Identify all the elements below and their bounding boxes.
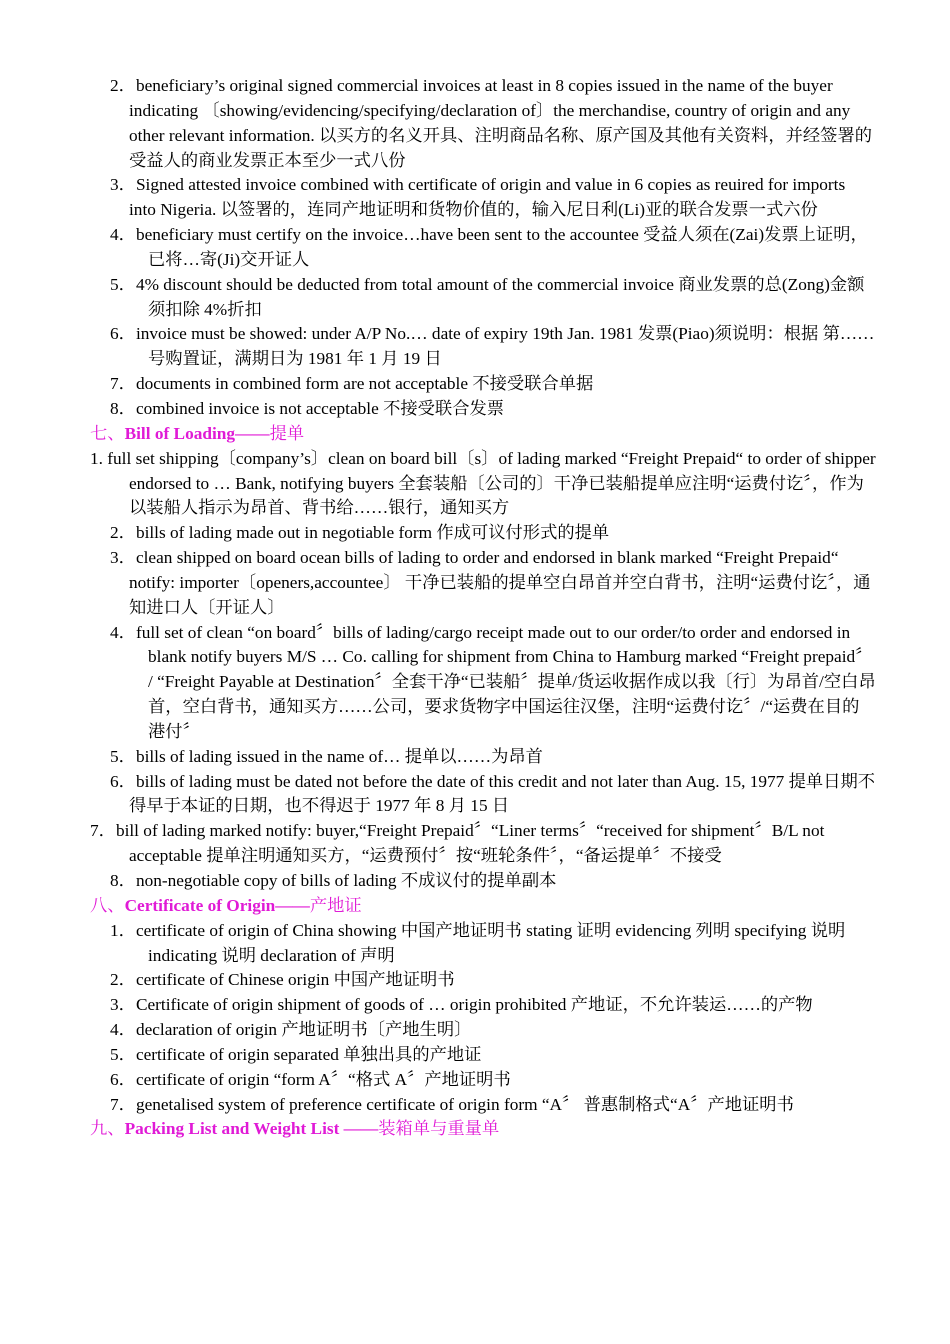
item-text: non-negotiable copy of bills of lading 不成议付的提单副本 [135,871,557,890]
list-item [90,869,876,894]
list-item [90,919,876,969]
item-number: 8． [110,398,136,418]
item-text: full set shipping〔company’s〕clean on board bill〔s〕of lading marked “Freight Prepaid“ to order of shipper endorsed to … Bank, notifying buyers 全套装船〔公司的〕干净已装船提单应注明“运费付讫〞，作为以装船人指示为昂首、背书给……银行，通知买方 [107,448,876,518]
document-body [90,74,876,1142]
item-number: 2． [110,523,136,543]
list-item [90,372,876,397]
list-item [90,546,876,621]
item-text: bills of lading made out in negotiable form 作成可议付形式的提单 [135,523,610,543]
item-number: 1． [110,920,136,940]
list-item [90,1043,876,1068]
item-text: beneficiary must certify on the invoice…have been sent to the accountee 受益人须在(Zai)发票上证明，已将…寄(Ji)交开证人 [135,225,868,269]
list-item [90,223,876,273]
item-text: documents in combined form are not acceptable 不接受联合单据 [135,374,594,394]
item-text: certificate of origin “form A〞“格式 A〞产地证明书 [135,1069,511,1089]
list-item [90,993,876,1018]
item-number: 7． [110,374,136,394]
item-number: 8． [110,871,136,890]
list-item [90,322,876,372]
item-text: certificate of origin of China showing 中国产地证明书 stating 证明 evidencing 列明 specifying 说明 indicating 说明 declaration of 声明 [135,920,846,965]
section-title: Bill of Loading—— [124,423,270,443]
section-title-cn: 产地证 [309,895,362,915]
section-prefix: 七、 [90,423,125,443]
item-number: 2． [110,76,136,95]
item-text: genetalised system of preference certificate of origin form “A〞 普惠制格式“A〞产地证明书 [135,1094,794,1114]
section-title-cn: 提单 [269,423,305,443]
list-item [90,770,876,820]
section-title: Certificate of Origin—— [124,895,310,915]
item-number: 6． [110,771,136,791]
item-text: invoice must be showed: under A/P No.… date of expiry 19th Jan. 1981 发票(Piao)须说明：根据 第……号购置证，满期日为 1981 年 1 月 19 日 [135,324,875,369]
list-item [90,447,876,522]
item-number: 5． [110,274,136,294]
section-heading-packing-list [90,1117,876,1142]
item-number: 7． [110,1094,136,1114]
item-text: combined invoice is not acceptable 不接受联合发票 [135,398,505,418]
item-text: beneficiary’s original signed commercial invoices at least in 8 copies issued in the name of the buyer indicating 〔showing/evidencing/specifying/declaration of〕the merchandise, country of origin and any other relevant information. 以买方的名义开具、注明商品名称、原产国及其他有关资料，并经签署的受益人的商业发票正本至少一式八份 [129,76,873,170]
item-number: 1. [90,448,108,468]
item-number: 3． [110,548,136,568]
item-text: Signed attested invoice combined with certificate of origin and value in 6 copies as reuired for imports into Nigeria. 以签署的，连同产地证明和货物价值的，输入尼日利(Li)亚的联合发票一式六份 [129,175,846,220]
item-number: 4． [110,225,136,245]
item-text: declaration of origin 产地证明书〔产地生明〕 [135,1020,472,1040]
list-item [90,1018,876,1043]
section-prefix: 九、 [90,1119,125,1139]
list-item [90,273,876,323]
item-number: 6． [110,324,136,344]
item-number: 6． [110,1069,136,1089]
section-prefix: 八、 [90,895,125,915]
list-item [90,521,876,546]
list-item [90,74,876,173]
item-number: 4． [110,1020,136,1040]
list-item [90,621,876,745]
item-number: 4． [110,622,136,642]
list-item [90,397,876,422]
list-item [90,968,876,993]
item-text: certificate of origin separated 单独出具的产地证 [135,1044,482,1064]
item-text: bills of lading must be dated not before the date of this credit and not later than Aug. 15, 1977 提单日期不得早于本证的日期，也不得迟于 1977 年 8 月 15 日 [129,771,876,816]
item-text: 4% discount should be deducted from total amount of the commercial invoice 商业发票的总(Zong)金额须扣除 4%折扣 [135,274,865,319]
item-text: bills of lading issued in the name of… 提单以……为昂首 [135,746,543,766]
section-heading-certificate-of-origin [90,894,876,919]
list-item [90,1093,876,1118]
list-item [90,1068,876,1093]
section-title: Packing List and Weight List —— [124,1119,379,1139]
item-number: 5． [110,746,136,766]
item-text: full set of clean “on board〞bills of lading/cargo receipt made out to our order/to order and endorsed in blank notify buyers M/S … Co. calling for shipment from China to Hamburg marked “Freight prepaid〞 / “Freight Payable at Destination〞全套干净“已装船〞提单/货运收据作成以我〔行〕为昂首/空白昂首，空白背书，通知买方……公司，要求货物字中国运往汉堡，注明“运费付讫〞/“运费在目的港付〞 [135,622,876,741]
section-title-cn: 装箱单与重量单 [378,1119,500,1139]
item-number: 2． [110,970,136,990]
item-text: certificate of Chinese origin 中国产地证明书 [135,970,455,990]
list-item [90,745,876,770]
item-text: Certificate of origin shipment of goods of … origin prohibited 产地证，不允许装运……的产物 [135,995,813,1015]
section-heading-bill-of-loading [90,422,876,447]
item-number: 7． [90,821,116,841]
item-text: clean shipped on board ocean bills of lading to order and endorsed in blank marked “Freight Prepaid“ notify: importer〔openers,accountee〕 干净已装船的提单空白昂首并空白背书，注明“运费付讫〞，通知进口人〔开证人〕 [129,548,871,617]
item-number: 3． [110,995,136,1015]
item-text: bill of lading marked notify: buyer,“Freight Prepaid〞“Liner terms〞“received for shipment〞B/L not acceptable 提单注明通知买方，“运费预付〞按“班轮条件〞，“备运提单〞不接受 [115,821,825,866]
item-number: 3． [110,175,136,195]
list-item [90,819,876,869]
list-item [90,173,876,223]
item-number: 5． [110,1044,136,1064]
